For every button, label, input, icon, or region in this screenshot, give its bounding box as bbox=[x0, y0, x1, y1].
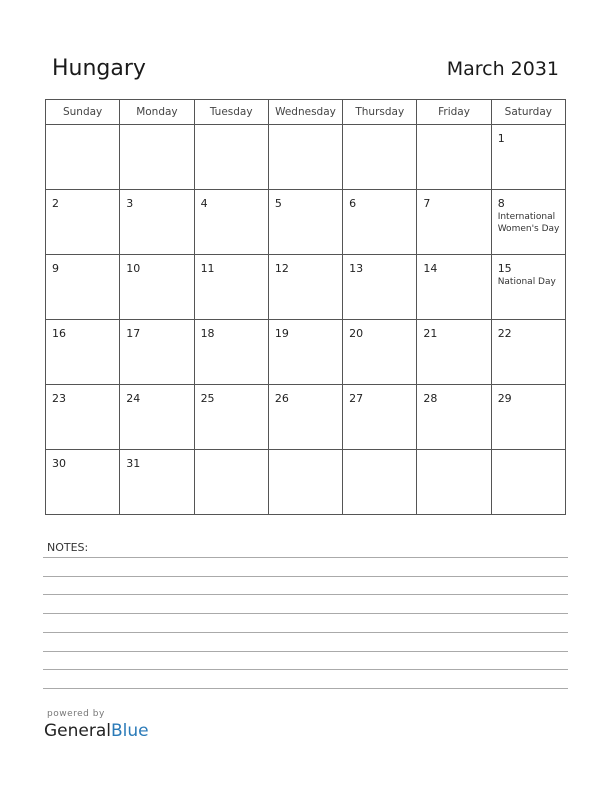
empty-day-cell bbox=[417, 125, 491, 190]
day-cell bbox=[46, 320, 120, 385]
day-cell bbox=[120, 385, 194, 450]
country-title: Hungary bbox=[52, 56, 146, 81]
day-number: 3 bbox=[126, 197, 134, 210]
day-number: 21 bbox=[423, 327, 438, 340]
day-number: 29 bbox=[497, 392, 512, 405]
holiday-label: National Day bbox=[497, 277, 556, 287]
day-cell bbox=[343, 320, 417, 385]
day-number: 30 bbox=[52, 457, 66, 470]
powered-by-text: powered by bbox=[47, 709, 105, 719]
day-cell bbox=[46, 385, 120, 450]
empty-day-cell bbox=[417, 450, 491, 515]
day-cell bbox=[120, 320, 194, 385]
week-row bbox=[46, 125, 566, 190]
brand-blue: Blue bbox=[111, 721, 149, 741]
day-number: 26 bbox=[274, 392, 289, 405]
notes-line bbox=[43, 576, 568, 577]
week-row bbox=[46, 385, 566, 450]
day-cell bbox=[194, 190, 268, 255]
day-number: 2 bbox=[52, 197, 59, 210]
day-number: 23 bbox=[52, 392, 66, 405]
day-cell bbox=[491, 320, 565, 385]
brand-general: General bbox=[44, 721, 111, 741]
weekday-header: Sunday bbox=[46, 100, 120, 125]
empty-day-cell bbox=[268, 450, 342, 515]
day-cell bbox=[268, 385, 342, 450]
notes-line bbox=[43, 669, 568, 670]
week-row bbox=[46, 450, 566, 515]
brand-logo bbox=[44, 721, 149, 741]
weekday-header: Tuesday bbox=[194, 100, 268, 125]
holiday-label: International Women's Day bbox=[497, 212, 560, 234]
day-cell bbox=[46, 190, 120, 255]
day-number: 15 bbox=[497, 262, 512, 275]
day-cell bbox=[268, 255, 342, 320]
day-cell bbox=[194, 320, 268, 385]
day-number: 11 bbox=[200, 262, 215, 275]
day-cell bbox=[268, 190, 342, 255]
day-cell bbox=[491, 385, 565, 450]
day-number: 19 bbox=[274, 327, 289, 340]
day-number: 25 bbox=[200, 392, 215, 405]
day-cell bbox=[417, 320, 491, 385]
week-row bbox=[46, 190, 566, 255]
day-number: 24 bbox=[126, 392, 141, 405]
week-row bbox=[46, 255, 566, 320]
notes-line bbox=[43, 613, 568, 614]
day-number: 28 bbox=[423, 392, 438, 405]
day-number: 14 bbox=[423, 262, 438, 275]
weekday-header: Friday bbox=[417, 100, 491, 125]
day-cell bbox=[417, 190, 491, 255]
day-number: 4 bbox=[200, 197, 208, 210]
day-cell bbox=[343, 385, 417, 450]
day-cell bbox=[343, 190, 417, 255]
day-cell bbox=[194, 385, 268, 450]
day-cell bbox=[120, 255, 194, 320]
day-cell bbox=[268, 320, 342, 385]
day-cell bbox=[46, 450, 120, 515]
day-number: 1 bbox=[497, 132, 505, 145]
empty-day-cell bbox=[120, 125, 194, 190]
day-cell bbox=[417, 255, 491, 320]
day-number: 20 bbox=[349, 327, 364, 340]
empty-day-cell bbox=[194, 450, 268, 515]
notes-label: NOTES: bbox=[47, 541, 89, 554]
weekday-header-row bbox=[46, 100, 566, 125]
day-cell bbox=[194, 255, 268, 320]
weekday-header: Saturday bbox=[491, 100, 565, 125]
day-cell bbox=[491, 255, 565, 320]
month-year-title: March 2031 bbox=[446, 58, 559, 80]
day-number: 17 bbox=[126, 327, 141, 340]
notes-line bbox=[43, 688, 568, 689]
day-number: 18 bbox=[200, 327, 215, 340]
day-number: 9 bbox=[52, 262, 59, 275]
week-row bbox=[46, 320, 566, 385]
weekday-header: Monday bbox=[120, 100, 194, 125]
day-number: 8 bbox=[497, 197, 505, 210]
empty-day-cell bbox=[194, 125, 268, 190]
empty-day-cell bbox=[491, 450, 565, 515]
day-cell bbox=[46, 255, 120, 320]
day-number: 7 bbox=[423, 197, 431, 210]
day-cell bbox=[491, 190, 565, 255]
empty-day-cell bbox=[268, 125, 342, 190]
notes-line bbox=[43, 557, 568, 558]
day-number: 13 bbox=[349, 262, 364, 275]
notes-line bbox=[43, 651, 568, 652]
weekday-header: Wednesday bbox=[268, 100, 342, 125]
weekday-header: Thursday bbox=[343, 100, 417, 125]
day-number: 31 bbox=[126, 457, 141, 470]
day-cell bbox=[417, 385, 491, 450]
calendar-grid bbox=[45, 99, 566, 515]
notes-line bbox=[43, 632, 568, 633]
day-number: 22 bbox=[497, 327, 512, 340]
day-cell bbox=[120, 450, 194, 515]
day-number: 6 bbox=[349, 197, 357, 210]
day-number: 5 bbox=[274, 197, 282, 210]
empty-day-cell bbox=[343, 125, 417, 190]
empty-day-cell bbox=[343, 450, 417, 515]
day-cell bbox=[120, 190, 194, 255]
day-number: 12 bbox=[274, 262, 289, 275]
day-cell bbox=[343, 255, 417, 320]
day-cell bbox=[491, 125, 565, 190]
day-number: 27 bbox=[349, 392, 364, 405]
day-number: 16 bbox=[52, 327, 66, 340]
empty-day-cell bbox=[46, 125, 120, 190]
notes-line bbox=[43, 594, 568, 595]
day-number: 10 bbox=[126, 262, 141, 275]
